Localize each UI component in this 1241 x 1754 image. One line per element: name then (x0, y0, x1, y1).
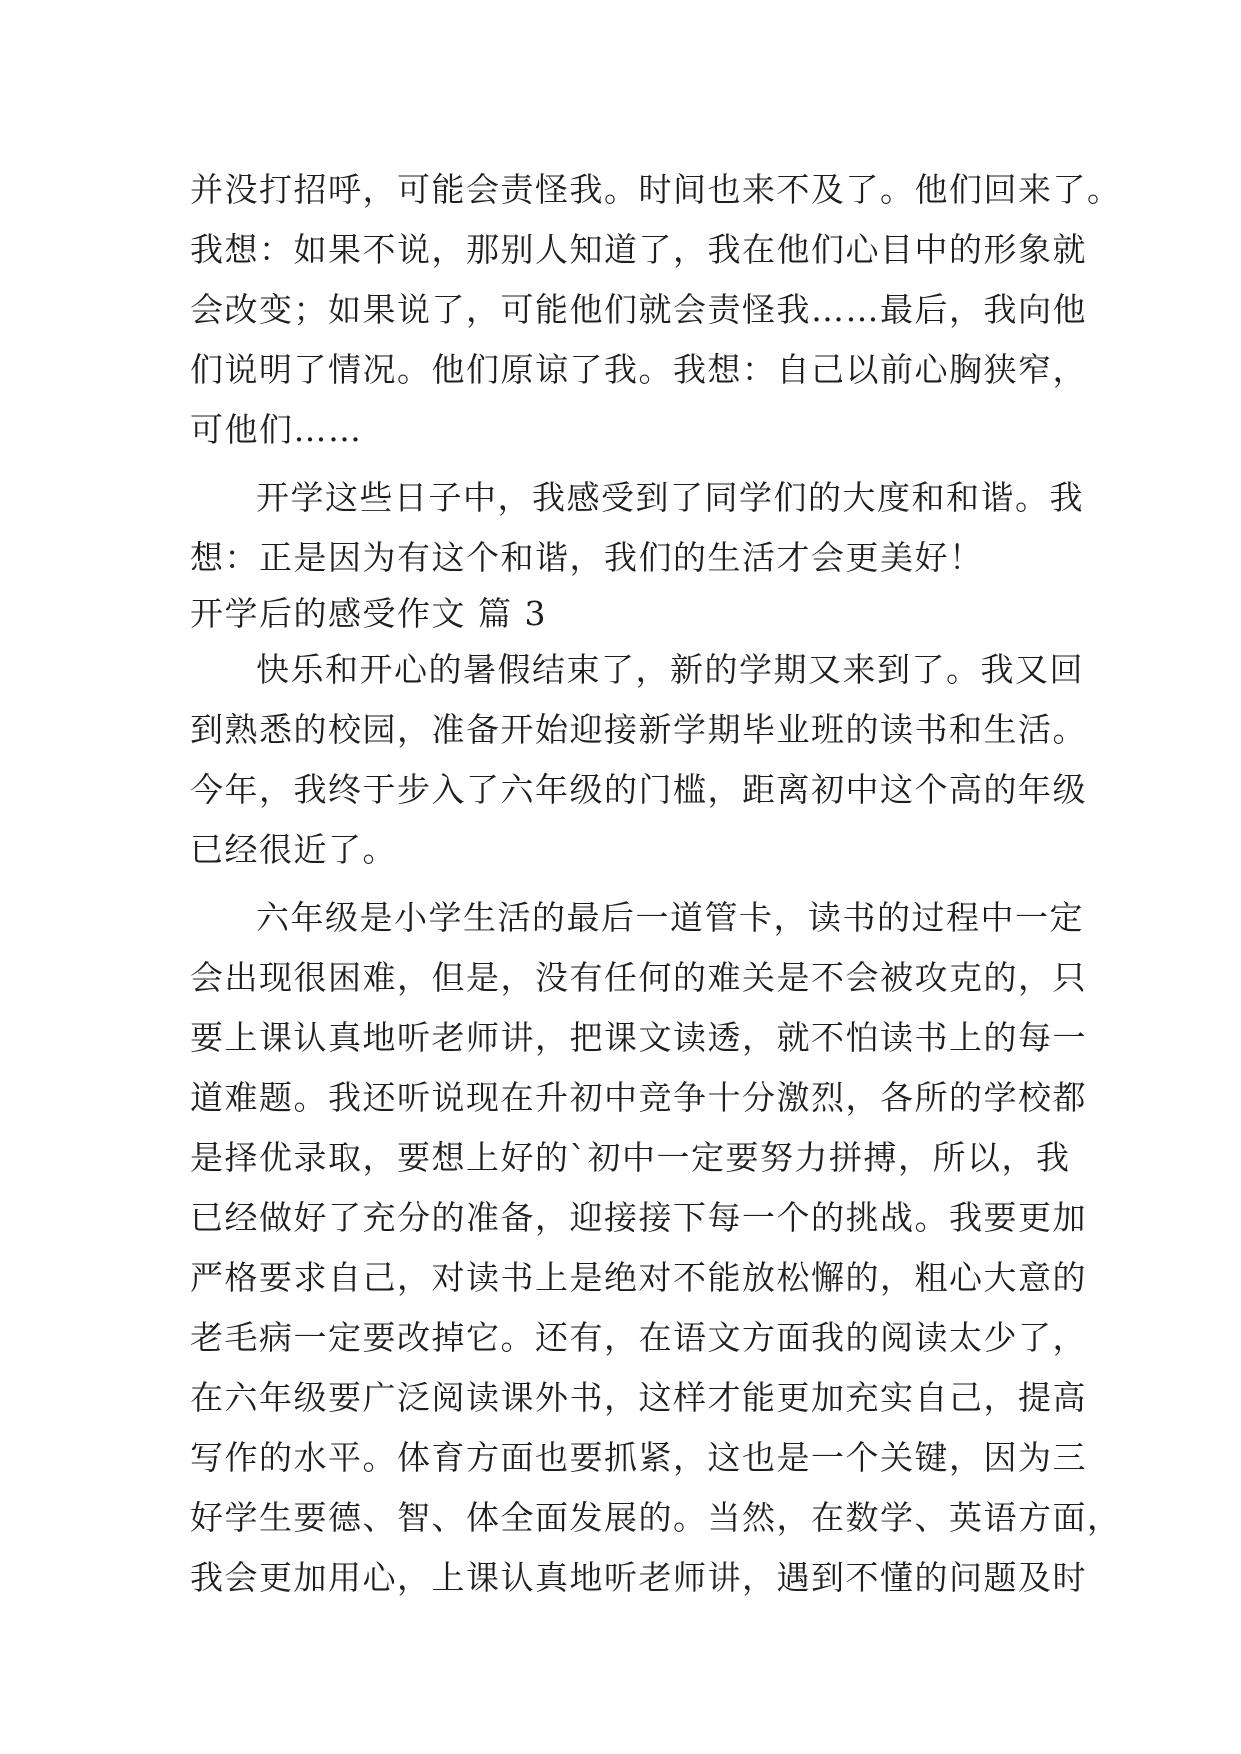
paragraph-line: 会出现很困难，但是，没有任何的难关是不会被攻克的，只 (190, 958, 1087, 997)
paragraph-line: 并没打招呼，可能会责怪我。时间也来不及了。他们回来了。 (190, 170, 1122, 209)
paragraph-4 (190, 888, 1122, 1608)
paragraph-line: 到熟悉的校园，准备开始迎接新学期毕业班的读书和生活。 (190, 710, 1087, 749)
paragraph-line: 是择优录取，要想上好的`初中一定要努力拼搏，所以，我 (190, 1138, 1071, 1177)
paragraph-line: 今年，我终于步入了六年级的门槛，距离初中这个高的年级 (190, 770, 1087, 809)
paragraph-line: 要上课认真地听老师讲，把课文读透，就不怕读书上的每一 (190, 1018, 1087, 1057)
paragraph-line: 道难题。我还听说现在升初中竞争十分激烈，各所的学校都 (190, 1078, 1087, 1117)
paragraph-line: 我会更加用心，上课认真地听老师讲，遇到不懂的问题及时 (190, 1558, 1087, 1597)
paragraph-line: 老毛病一定要改掉它。还有，在语文方面我的阅读太少了， (190, 1318, 1087, 1357)
paragraph-2 (190, 468, 1084, 588)
paragraph-line: 在六年级要广泛阅读课外书，这样才能更加充实自己，提高 (190, 1378, 1087, 1417)
section-heading: 开学后的感受作文 篇 3 (190, 594, 547, 633)
article-body (190, 160, 1122, 1608)
paragraph-line: 好学生要德、智、体全面发展的。当然，在数学、英语方面， (190, 1498, 1122, 1537)
paragraph-line: 已经很近了。 (190, 830, 397, 869)
paragraph-line: 六年级是小学生活的最后一道管卡，读书的过程中一定 (256, 898, 1084, 937)
paragraph-line: 严格要求自己，对读书上是绝对不能放松懈的，粗心大意的 (190, 1258, 1087, 1297)
paragraph-1 (190, 160, 1122, 460)
paragraph-line: 开学这些日子中，我感受到了同学们的大度和和谐。我 (256, 478, 1084, 517)
paragraph-line: 们说明了情况。他们原谅了我。我想：自己以前心胸狭窄， (190, 350, 1087, 389)
paragraph-line: 写作的水平。体育方面也要抓紧，这也是一个关键，因为三 (190, 1438, 1087, 1477)
paragraph-spacer (190, 880, 1070, 888)
paragraph-line: 想：正是因为有这个和谐，我们的生活才会更美好！ (190, 538, 984, 577)
paragraph-line: 可他们…… (190, 410, 363, 449)
paragraph-line: 已经做好了充分的准备，迎接接下每一个的挑战。我要更加 (190, 1198, 1087, 1237)
paragraph-line: 快乐和开心的暑假结束了，新的学期又来到了。我又回 (256, 650, 1084, 689)
paragraph-spacer (190, 460, 1070, 468)
paragraph-line: 会改变；如果说了，可能他们就会责怪我……最后，我向他 (190, 290, 1087, 329)
paragraph-line: 我想：如果不说，那别人知道了，我在他们心目中的形象就 (190, 230, 1087, 269)
paragraph-3 (190, 640, 1087, 880)
